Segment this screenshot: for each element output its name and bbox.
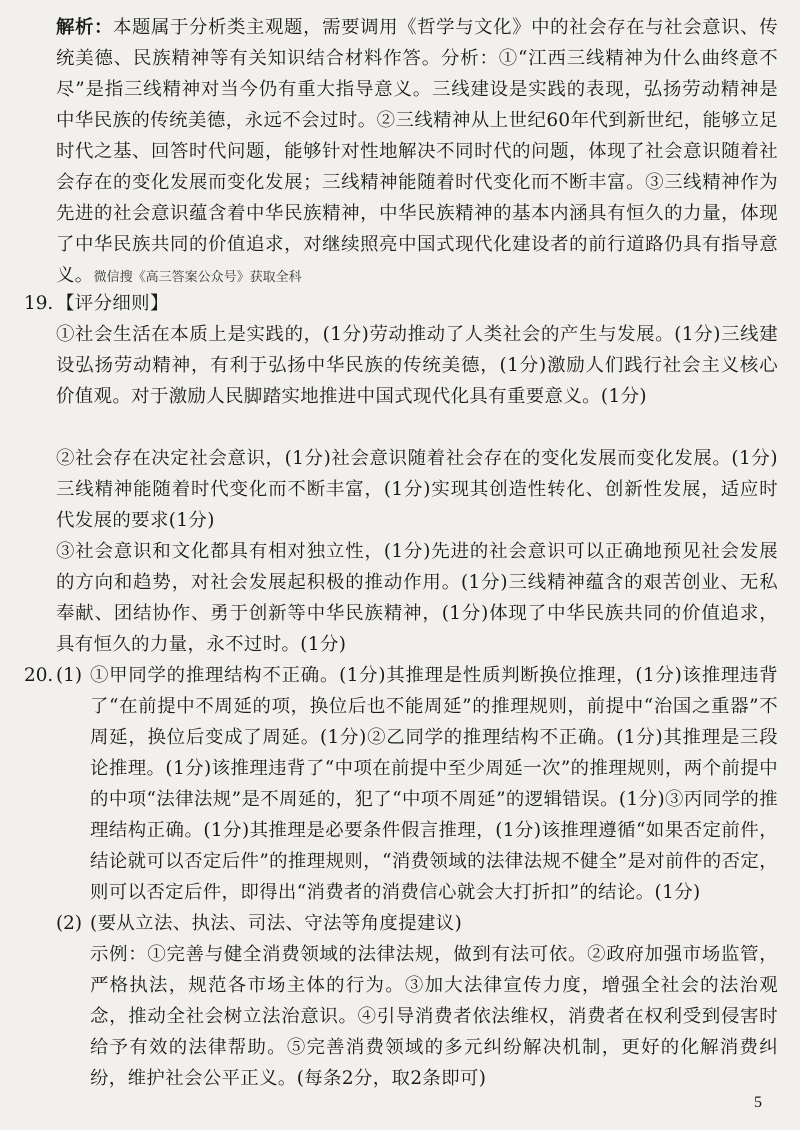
q20-part2-label: (2) <box>56 913 83 934</box>
analysis-text: 本题属于分析类主观题，需要调用《哲学与文化》中的社会存在与社会意识、传统美德、民族精神等有关知识结合材料作答。分析：①“江西三线精神为什么曲终意不尽”是指三线精神对当今仍有重大指导意义。三线建设是实践的表现，弘扬劳动精神是中华民族的传统美德，永远不会过时。②三线精神从上世纪60年代到新世纪，能够立足时代之基、回答时代问题，能够针对性地解决不同时代的问题，体现了社会意识随着社会存在的变化发展而变化发展；三线精神能随着时代变化而不断丰富。③三线精神作为先进的社会意识蕴含着中华民族精神，中华民族精神的基本内涵具有恒久的力量，体现了中华民族共同的价值追求，对继续照亮中国式现代化建设者的前行道路仍具有指导意义。 <box>56 17 778 286</box>
analysis-paragraph <box>56 12 778 293</box>
question-20-number: 20. <box>24 665 54 686</box>
q20-part1-text: ①甲同学的推理结构不正确。(1分)其推理是性质判断换位推理，(1分)该推理违背了“在前提中不周延的项，换位后也不能周延”的推理规则，前提中“治国之重器”不周延，换位后变成了周延。(1分)②乙同学的推理结构不正确。(1分)其推理是三段论推理。(1分)该推理违背了“中项在前提中至少周延一次”的推理规则，两个前提中的中项“法律法规”是不周延的，犯了“中项不周延”的逻辑错误。(1分)③丙同学的推理结构正确。(1分)其推理是必要条件假言推理，(1分)该推理遵循“如果否定前件，结论就可以否定后件”的推理规则，“消费领域的法律法规不健全”是对前件的否定，则可以否定后件，即得出“消费者的消费信心就会大打折扣”的结论。(1分) <box>90 665 778 903</box>
analysis-label: 解析： <box>56 17 114 38</box>
q19-point: ③社会意识和文化都具有相对独立性，(1分)先进的社会意识可以正确地预见社会发展的方向和趋势，对社会发展起积极的推动作用。(1分)三线精神蕴含的艰苦创业、无私奉献、团结协作、勇于创新等中华民族精神，(1分)体现了中华民族共同的价值追求，具有恒久的力量，永不过时。(1分) <box>56 541 778 655</box>
page-number: 5 <box>754 1094 762 1111</box>
q20-part1-label: (1) <box>56 665 83 686</box>
q19-point: ①社会生活在本质上是实践的，(1分)劳动推动了人类社会的产生与发展。(1分)三线建设弘扬劳动精神，有利于弘扬中华民族的传统美德，(1分)激励人们践行社会主义核心价值观。对于激励人民脚踏实地推进中国式现代化具有重要意义。(1分) <box>56 324 778 407</box>
wechat-note: 微信搜《高三答案公众号》获取全科 <box>93 270 302 285</box>
q20-part2-heading: (要从立法、执法、司法、守法等角度提建议) <box>90 913 463 934</box>
question-19-heading: 【评分细则】 <box>56 293 169 314</box>
q19-point: ②社会存在决定社会意识，(1分)社会意识随着社会存在的变化发展而变化发展。(1分)三线精神能随着时代变化而不断丰富，(1分)实现其创造性转化、创新性发展，适应时代发展的要求(1分) <box>56 448 778 531</box>
question-19-number: 19. <box>24 293 54 314</box>
q20-part2-text: 示例：①完善与健全消费领域的法律法规，做到有法可依。②政府加强市场监管，严格执法，规范各市场主体的行为。③加大法律宣传力度，增强全社会的法治观念，推动全社会树立法治意识。④引导消费者依法维权，消费者在权利受到侵害时给予有效的法律帮助。⑤完善消费领域的多元纠纷解决机制，更好的化解消费纠纷，维护社会公平正义。(每条2分，取2条即可) <box>90 944 778 1089</box>
